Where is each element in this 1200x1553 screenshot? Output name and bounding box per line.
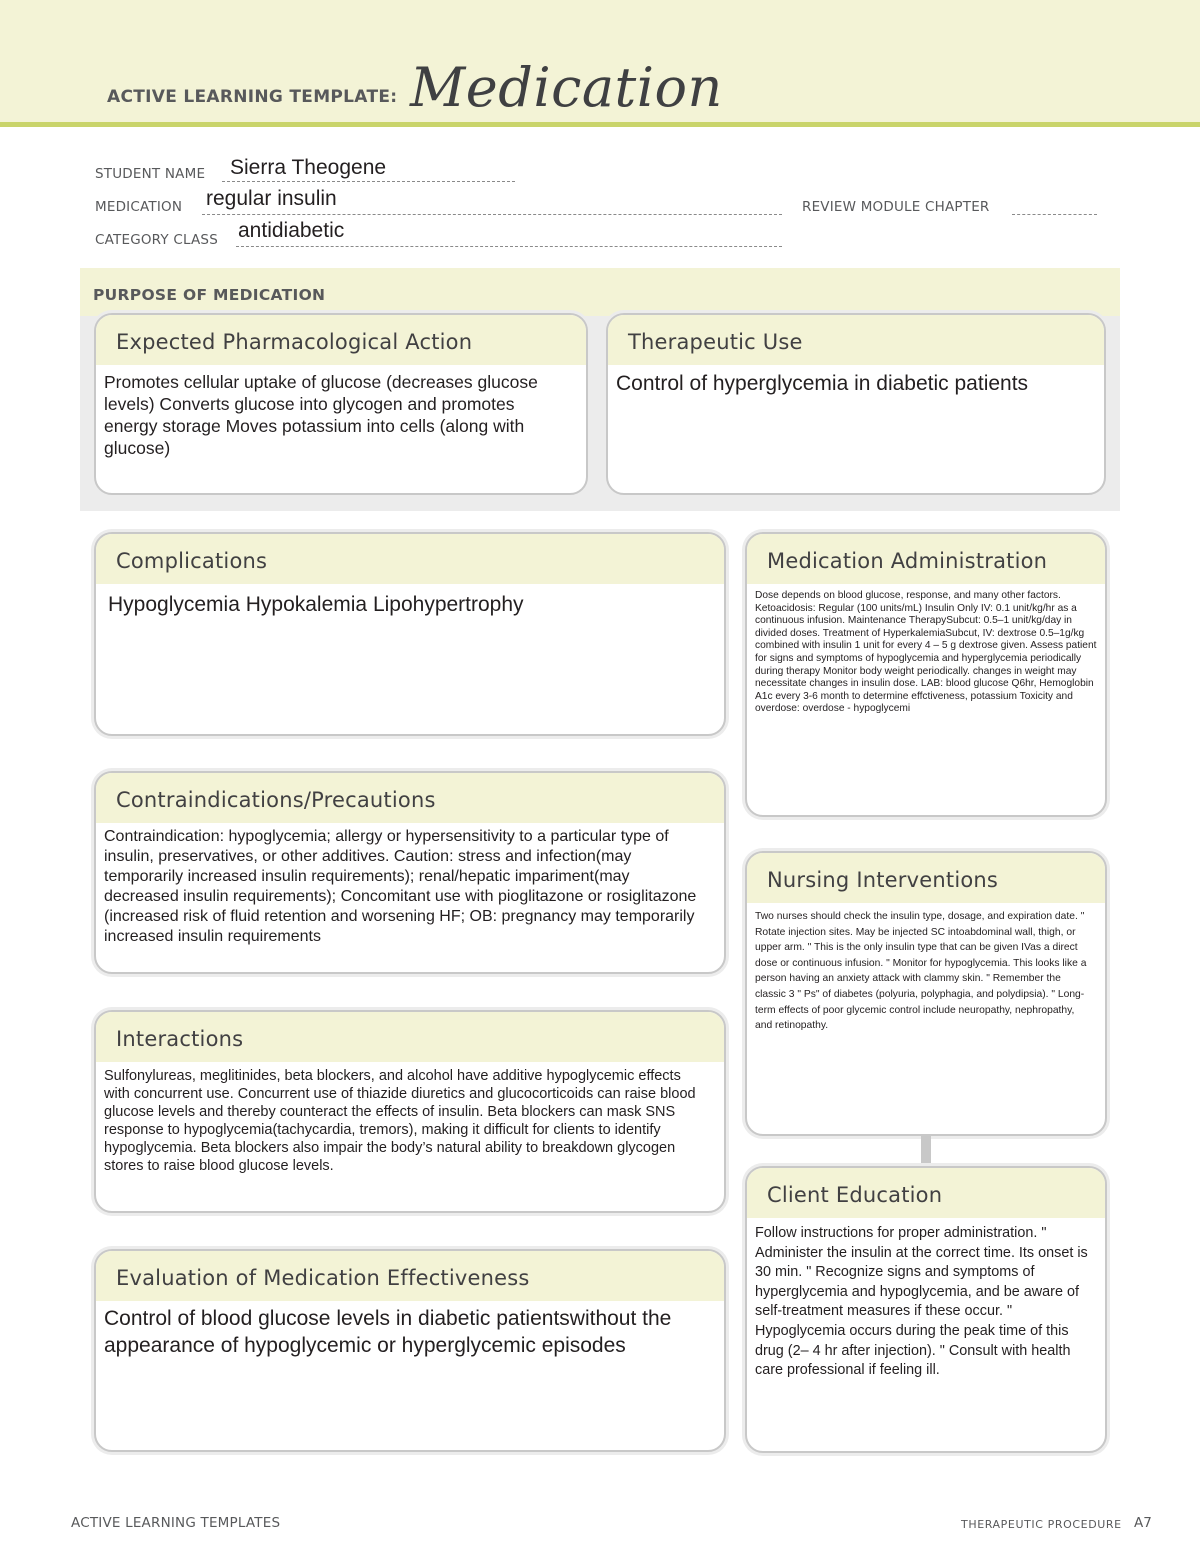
medication-line (202, 214, 782, 215)
contraindications-text[interactable]: Contraindication: hypoglycemia; allergy or hypersensitivity to a particular type of insulin, preservatives, or other additives. Caution: stress and infection(may temporarily increased insulin requirements); renal/hepatic impariment(may decreased insulin requirements); Concomitant use with pioglitazone or rosiglitazone (increased risk of fluid retention and worsening HF; OB: pregnancy may temporarily increased insulin requirements (104, 828, 697, 945)
contraindications-box (94, 771, 726, 974)
therapeutic-use-box (606, 313, 1106, 495)
nursing-interventions-box (745, 851, 1107, 1136)
client-education-text[interactable]: Follow instructions for proper administration. " Administer the insulin at the correct time. Its onset is 30 min. " Recognize signs and symptoms of hyperglycemia and hypoglycemia, and be aware of self-treatment measures if these occur. " Hypoglycemia occurs during the peak time of this drug (2– 4 hr after injection). " Consult with health care professional if feeling ill. (755, 1225, 1088, 1379)
footer-right: THERAPEUTIC PROCEDURE (961, 1518, 1122, 1531)
header-label: ACTIVE LEARNING TEMPLATE: (107, 87, 398, 107)
page-number: A7 (1134, 1515, 1152, 1531)
medication-field[interactable]: regular insulin (206, 187, 337, 210)
category-class-label: CATEGORY CLASS (95, 232, 218, 248)
medication-administration-title: Medication Administration (747, 534, 1105, 584)
review-module-field[interactable] (1012, 214, 1097, 215)
interactions-title: Interactions (96, 1012, 724, 1062)
complications-title: Complications (96, 534, 724, 584)
medication-administration-text[interactable]: Dose depends on blood glucose, response, and many other factors. Ketoacidosis: Regular (100 units/mL) Insulin Only IV: 0.1 unit/kg/hr as a continuous infusion. Maintenance TherapySubcut: 0.5–1 unit/kg/day in divided doses. Treatment of HyperkalemiaSubcut, IV: dextrose 0.5–1g/kg combined with insulin 1 unit for every 4 – 5 g dextrose given. Assess patient for signs and symptoms of hypoglycemia and hyperglycemia periodically during therapy Monitor body weight periodically. changes in weight may necessitate changes in insulin dose. LAB: blood glucose Q6hr, Hemoglobin A1c every 3-6 month to determine effctiveness, potassium Toxicity and overdose: overdose - hypoglycemi (755, 590, 1097, 715)
expected-action-text[interactable]: Promotes cellular uptake of glucose (decreases glucose levels) Converts glucose into glycogen and promotes energy storage Moves potassium into cells (along with glucose) (104, 372, 538, 458)
review-module-label: REVIEW MODULE CHAPTER (802, 199, 990, 215)
box-connector (921, 1136, 931, 1166)
interactions-box (94, 1010, 726, 1213)
expected-action-box (94, 313, 588, 495)
evaluation-title: Evaluation of Medication Effectiveness (96, 1251, 724, 1301)
category-class-line (236, 246, 782, 247)
medication-administration-box (745, 532, 1107, 817)
purpose-label: PURPOSE OF MEDICATION (93, 286, 326, 304)
client-education-title: Client Education (747, 1168, 1105, 1218)
page-title: Medication (410, 56, 723, 119)
therapeutic-use-text[interactable]: Control of hyperglycemia in diabetic patients (616, 372, 1029, 395)
contraindications-title: Contraindications/Precautions (96, 773, 724, 823)
evaluation-text[interactable]: Control of blood glucose levels in diabetic patientswithout the appearance of hypoglycemic or hyperglycemic episodes (104, 1307, 672, 1357)
nursing-interventions-text[interactable]: Two nurses should check the insulin type, dosage, and expiration date. " Rotate injection sites. May be injected SC intoabdominal wall, thigh, or upper arm. " This is the only insulin type that can be given IVas a direct dose or continuous infusion. " Monitor for hypoglycemia. This looks like a person having an anxiety attack with clammy skin. " Remember the classic 3 " Ps" of diabetes (polyuria, polyphagia, and polydipsia). " Long-term effects of poor glycemic control include neuropathy, nephropathy, and retinopathy. (755, 911, 1087, 1032)
interactions-text[interactable]: Sulfonylureas, meglitinides, beta blockers, and alcohol have additive hypoglycemic effects with concurrent use. Concurrent use of thiazide diuretics and glucocorticoids can raise blood glucose levels and thereby counteract the effects of insulin. Beta blockers can mask SNS response to hypoglycemia(tachycardia, tremors), making it difficult for clients to identify hypoglycemia. Beta blockers also impair the body’s natural ability to breakdown glycogen stores to raise blood glucose levels. (104, 1068, 696, 1174)
expected-action-title: Expected Pharmacological Action (96, 315, 586, 365)
header-rule (0, 122, 1200, 127)
client-education-box (745, 1166, 1107, 1453)
medication-label: MEDICATION (95, 199, 183, 215)
category-class-field[interactable]: antidiabetic (238, 219, 345, 242)
evaluation-box (94, 1249, 726, 1452)
footer-left: ACTIVE LEARNING TEMPLATES (71, 1515, 281, 1531)
student-name-field[interactable]: Sierra Theogene (230, 156, 387, 179)
therapeutic-use-title: Therapeutic Use (608, 315, 1104, 365)
nursing-interventions-title: Nursing Interventions (747, 853, 1105, 903)
student-name-line (222, 181, 515, 182)
student-name-label: STUDENT NAME (95, 166, 206, 182)
complications-text[interactable]: Hypoglycemia Hypokalemia Lipohypertrophy (108, 593, 524, 616)
complications-box (94, 532, 726, 736)
